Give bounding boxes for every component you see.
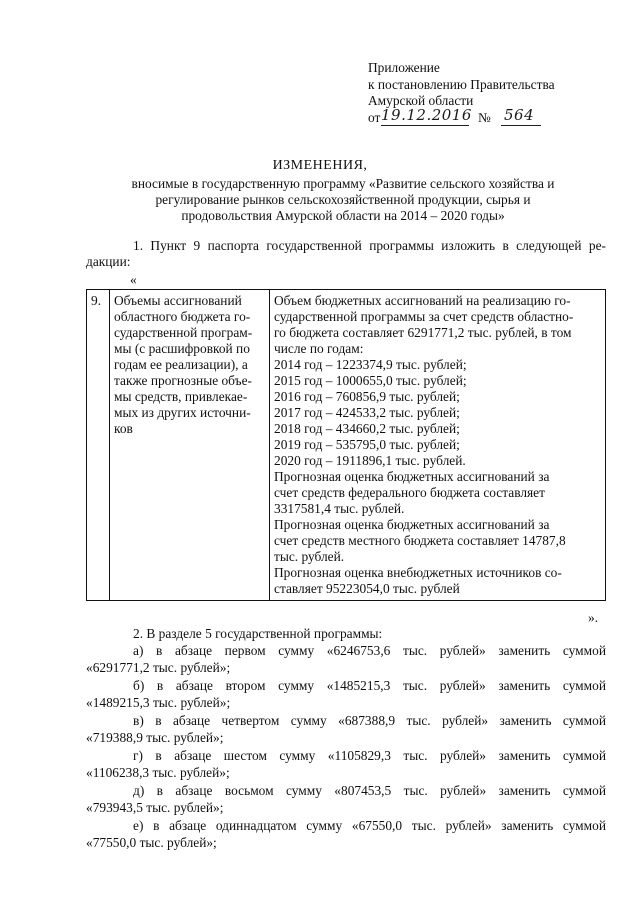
- subtitle-line: вносимые в государственную программу «Развитие сельского хозяйства и: [131, 176, 555, 191]
- value-line: Прогнозная оценка бюджетных ассигнований за: [274, 469, 550, 484]
- row-value-cell: [270, 290, 606, 601]
- value-line: Прогнозная оценка внебюджетных источников со-: [274, 565, 562, 580]
- subtitle-line: регулирование рынков сельскохозяйственной продукции, сырья и: [155, 192, 531, 207]
- section-2-lead: 2. В разделе 5 государственной программы:: [133, 626, 383, 641]
- annex-date-line: [368, 105, 628, 127]
- value-line: 2018 год – 434660,2 тыс. рублей;: [274, 421, 460, 436]
- value-line: 2019 год – 535795,0 тыс. рублей;: [274, 437, 460, 452]
- annex-line-1: Приложение: [368, 60, 440, 75]
- name-line: мы средств, привлекае-: [114, 389, 248, 404]
- name-line: ков: [114, 421, 133, 436]
- number-prefix: №: [478, 109, 491, 125]
- row-number-cell: [87, 290, 110, 601]
- handwritten-number: 564: [504, 105, 535, 124]
- table-row: [87, 290, 606, 601]
- list-item: [86, 748, 606, 782]
- name-line: годам ее реализации), а: [114, 357, 248, 372]
- value-line: 2014 год – 1223374,9 тыс. рублей;: [274, 357, 467, 372]
- annex-line-3: Амурской области: [368, 93, 474, 108]
- date-underline: [381, 125, 469, 126]
- document-subtitle: [108, 176, 578, 224]
- handwritten-date: 19.12.2016: [381, 105, 472, 124]
- value-line: 2016 год – 760856,9 тыс. рублей;: [274, 389, 460, 404]
- value-line: 2017 год – 424533,2 тыс. рублей;: [274, 405, 460, 420]
- row-number: 9.: [91, 293, 102, 308]
- value-line: 3317581,4 тыс. рублей.: [274, 501, 405, 516]
- section-2: [86, 626, 606, 853]
- value-line: Объем бюджетных ассигнований на реализацию го-: [274, 293, 571, 308]
- number-underline: [501, 125, 541, 126]
- item-text: д) в абзаце восьмом сумму «807453,5 тыс. рублей» заменить суммой: [133, 783, 606, 798]
- name-line: мы (с расшифровкой по: [114, 341, 250, 356]
- item-continuation: «1489215,3 тыс. рублей»;: [86, 695, 231, 710]
- item-continuation: «77550,0 тыс. рублей»;: [86, 835, 217, 850]
- name-line: также прогнозные объе-: [114, 373, 252, 388]
- item-continuation: «793943,5 тыс. рублей»;: [86, 800, 224, 815]
- opening-quote: «: [130, 272, 137, 287]
- value-line: Прогнозная оценка бюджетных ассигнований за: [274, 517, 550, 532]
- item-text: г) в абзаце шестом сумму «1105829,3 тыс. рублей» заменить суммой: [133, 748, 606, 763]
- list-item: [86, 818, 606, 852]
- value-line: числе по годам:: [274, 341, 364, 356]
- value-line: тыс. рублей.: [274, 549, 345, 564]
- paragraph-1-line-2: дакции:: [86, 254, 131, 269]
- value-line: сударственной программы за счет средств областно-: [274, 309, 574, 324]
- item-continuation: «719388,9 тыс. рублей»;: [86, 730, 224, 745]
- closing-quote: ».: [588, 610, 599, 625]
- annex-header: [368, 60, 628, 126]
- list-item: [86, 643, 606, 677]
- list-item: [86, 713, 606, 747]
- value-line: 2015 год – 1000655,0 тыс. рублей;: [274, 373, 467, 388]
- date-prefix: от: [368, 109, 381, 125]
- list-item: [86, 678, 606, 712]
- name-line: областного бюджета го-: [114, 309, 251, 324]
- document-title: ИЗМЕНЕНИЯ,: [272, 158, 368, 173]
- value-line: счет средств местного бюджета составляет 14787,8: [274, 533, 566, 548]
- name-line: мых из других источни-: [114, 405, 251, 420]
- name-line: Объемы ассигнований: [114, 293, 242, 308]
- value-line: ставляет 95223054,0 тыс. рублей: [274, 581, 460, 596]
- list-item: [86, 783, 606, 817]
- item-text: е) в абзаце одиннадцатом сумму «67550,0 тыс. рублей» заменить суммой: [133, 818, 606, 833]
- annex-line-2: к постановлению Правительства: [368, 76, 555, 92]
- item-text: а) в абзаце первом сумму «6246753,6 тыс. рублей» заменить суммой: [133, 643, 606, 658]
- item-text: в) в абзаце четвертом сумму «687388,9 тыс. рублей» заменить суммой: [133, 713, 606, 728]
- value-line: счет средств федерального бюджета составляет: [274, 485, 545, 500]
- value-line: 2020 год – 1911896,1 тыс. рублей.: [274, 453, 466, 468]
- item-continuation: «6291771,2 тыс. рублей»;: [86, 660, 231, 675]
- item-text: б) в абзаце втором сумму «1485215,3 тыс. рублей» заменить суммой: [133, 678, 606, 693]
- item-continuation: «1106238,3 тыс. рублей»;: [86, 765, 230, 780]
- passport-table: [86, 289, 606, 601]
- value-line: го бюджета составляет 6291771,2 тыс. рублей, в том: [274, 325, 572, 340]
- name-line: сударственной програм-: [114, 325, 253, 340]
- subtitle-line: продовольствия Амурской области на 2014 – 2020 годы»: [181, 208, 505, 223]
- row-name-cell: [110, 290, 270, 601]
- paragraph-1-line-1: 1. Пункт 9 паспорта государственной программы изложить в следующей ре-: [133, 238, 606, 253]
- paragraph-1: [86, 238, 606, 270]
